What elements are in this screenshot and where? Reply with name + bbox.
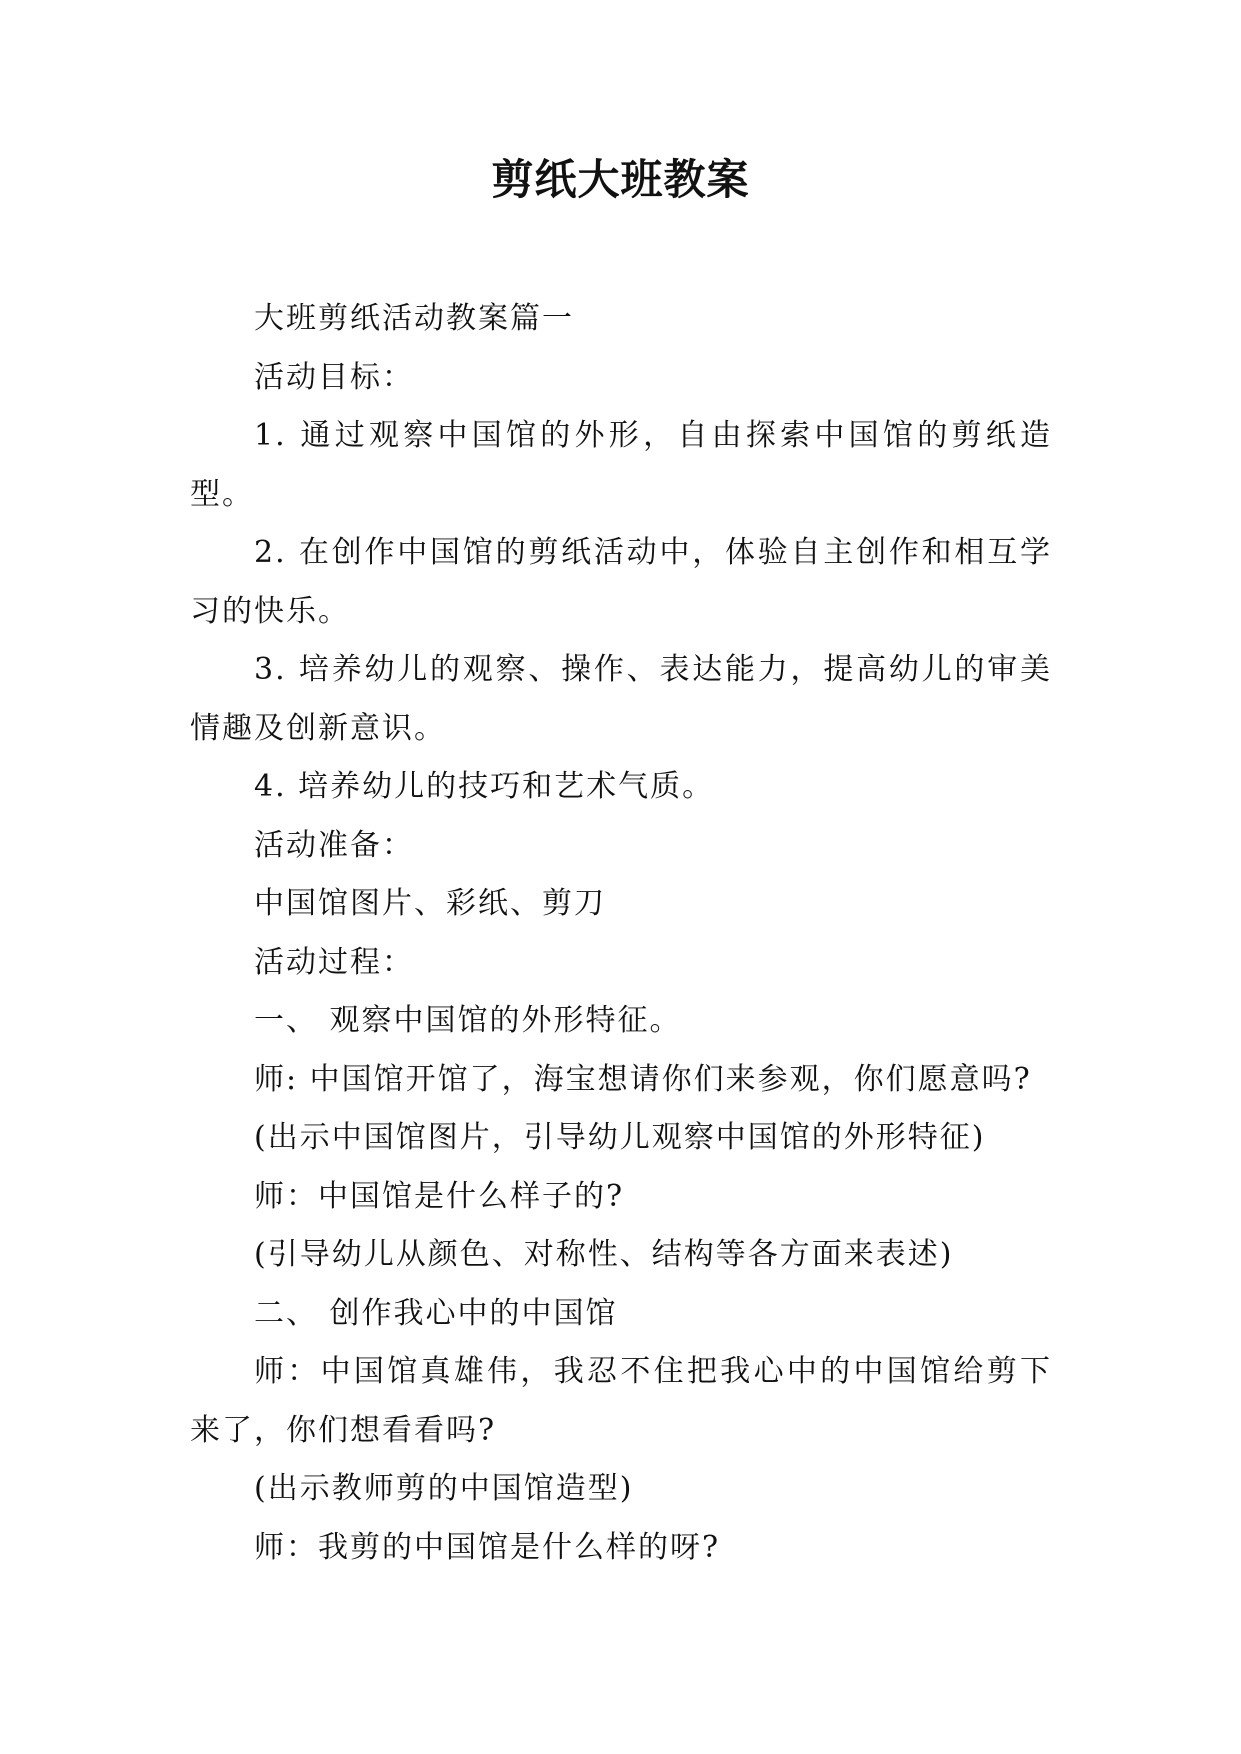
paragraph: 活动过程： xyxy=(254,944,414,980)
paragraph: (出示中国馆图片，引导幼儿观察中国馆的外形特征) xyxy=(254,1120,986,1155)
paragraph: 4. 培养幼儿的技巧和艺术气质。 xyxy=(254,769,715,804)
paragraph: 活动准备： xyxy=(254,827,414,863)
paragraph: 2. 在创作中国馆的剪纸活动中，体验自主创作和相互学习的快乐。 xyxy=(190,535,1052,629)
paragraph: 3. 培养幼儿的观察、操作、表达能力，提高幼儿的审美情趣及创新意识。 xyxy=(190,652,1052,746)
paragraph: 二、 创作我心中的中国馆 xyxy=(254,1295,618,1331)
paragraph: 活动目标： xyxy=(254,359,414,395)
paragraph: 中国馆图片、彩纸、剪刀 xyxy=(254,886,606,921)
document-body xyxy=(190,290,1052,1577)
document-title: 剪纸大班教案 xyxy=(491,155,750,204)
section-heading: 大班剪纸活动教案篇一 xyxy=(254,301,574,336)
paragraph: (出示教师剪的中国馆造型) xyxy=(254,1471,634,1506)
paragraph: 师: 中国馆开馆了，海宝想请你们来参观，你们愿意吗? xyxy=(254,1061,1032,1097)
paragraph: 师：我剪的中国馆是什么样的呀? xyxy=(254,1529,721,1565)
paragraph: 师：中国馆真雄伟，我忍不住把我心中的中国馆给剪下来了，你们想看看吗? xyxy=(190,1354,1052,1448)
paragraph: 1. 通过观察中国馆的外形，自由探索中国馆的剪纸造型。 xyxy=(190,418,1052,512)
paragraph: 一、 观察中国馆的外形特征。 xyxy=(254,1003,682,1038)
paragraph: 师：中国馆是什么样子的? xyxy=(254,1178,625,1214)
paragraph: (引导幼儿从颜色、对称性、结构等各方面来表述) xyxy=(254,1237,954,1272)
